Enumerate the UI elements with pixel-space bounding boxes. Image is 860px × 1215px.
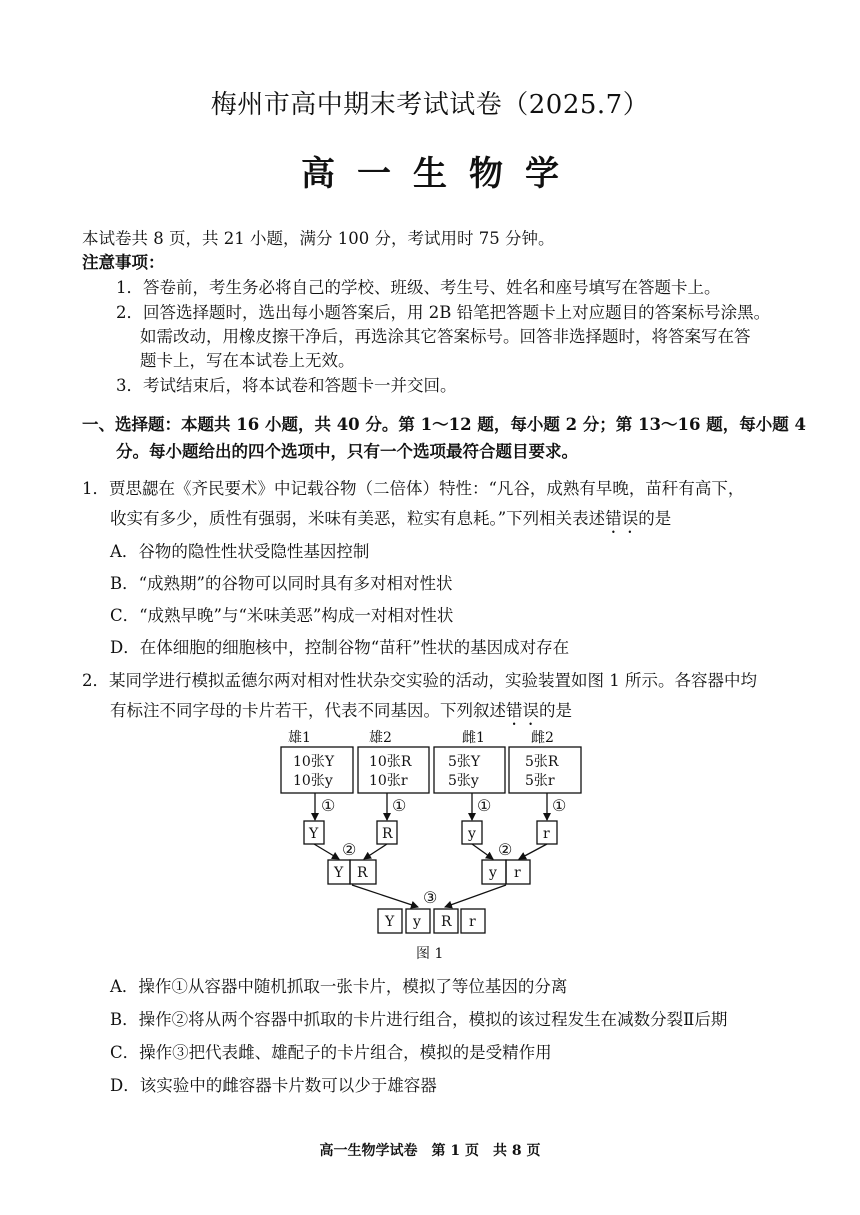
- card-letter-y-lower: y: [468, 826, 476, 842]
- note-item-2-end: 题卡上，写在本试卷上无效。: [140, 351, 355, 370]
- page-footer: 高一生物学试卷 第 1 页 共 8 页: [319, 1143, 541, 1159]
- step-marker-2b: ②: [498, 840, 513, 859]
- question-1-option-b: B．“成熟期”的谷物可以同时具有多对相对性状: [110, 574, 453, 593]
- container-label-female-2: 雌2: [531, 730, 554, 746]
- card-letter-r-upper: R: [382, 826, 393, 842]
- container-label-female-1: 雌1: [462, 730, 485, 746]
- notes-heading: 注意事项：: [82, 253, 165, 272]
- arrow-step2-b: [364, 844, 387, 859]
- final-letter-1: Y: [385, 914, 395, 930]
- step-marker-2a: ②: [342, 840, 357, 859]
- final-letter-3: R: [441, 914, 452, 930]
- card-letter-y-upper: Y: [309, 826, 319, 842]
- container-content-f1-1: 5张Y: [448, 754, 481, 770]
- container-content-f1-2: 5张y: [448, 773, 479, 789]
- arrow-step3-b: [445, 885, 506, 907]
- question-2-stem: 2．某同学进行模拟孟德尔两对相对性状杂交实验的活动，实验装置如图 1 所示。各容器中均: [82, 671, 757, 690]
- emphasis-wrong: 错误: [605, 509, 639, 528]
- section-1-heading-cont: 分。每小题给出的四个选项中，只有一个选项最符合题目要求。: [116, 442, 578, 461]
- figure-caption: 图 1: [416, 946, 444, 962]
- exam-title: 梅州市高中期末考试试卷（2025.7）: [210, 90, 650, 120]
- section-1-heading: 一、选择题：本题共 16 小题，共 40 分。第 1～12 题，每小题 2 分；第 13～16 题，每小题 4: [82, 415, 806, 434]
- question-1-option-c: C．“成熟早晚”与“米味美恶”构成一对相对性状: [110, 606, 454, 625]
- question-2-option-c: C．操作③把代表雌、雄配子的卡片组合，模拟的是受精作用: [110, 1043, 552, 1062]
- exam-intro: 本试卷共 8 页，共 21 小题，满分 100 分，考试用时 75 分钟。: [82, 229, 555, 248]
- container-label-male-1: 雄1: [288, 730, 311, 746]
- arrow-step2-a: [314, 844, 339, 859]
- pair-right-letter-1: y: [489, 865, 497, 881]
- container-label-male-2: 雄2: [369, 730, 392, 746]
- step-marker-1c: ①: [477, 796, 492, 815]
- final-letter-4: r: [469, 914, 476, 930]
- note-item-2: 2．回答选择题时，选出每小题答案后，用 2B 铅笔把答题卡上对应题目的答案标号涂黑。: [116, 303, 771, 322]
- container-content-m1-1: 10张Y: [293, 754, 335, 770]
- pair-right-letter-2: r: [514, 865, 521, 881]
- question-2-option-a: A．操作①从容器中随机抓取一张卡片，模拟了等位基因的分离: [110, 977, 568, 996]
- step-marker-1a: ①: [321, 796, 336, 815]
- question-1-stem: 1．贾思勰在《齐民要术》中记载谷物（二倍体）特性：“凡谷，成熟有早晚，苗秆有高下，: [82, 479, 745, 498]
- question-2-option-b: B．操作②将从两个容器中抓取的卡片进行组合，模拟的该过程发生在减数分裂Ⅱ后期: [110, 1010, 728, 1029]
- container-content-m2-1: 10张R: [369, 754, 412, 770]
- arrow-step2-c: [472, 844, 493, 859]
- final-letter-2: y: [413, 914, 421, 930]
- container-content-m2-2: 10张r: [369, 773, 408, 789]
- question-1-option-a: A．谷物的隐性性状受隐性基因控制: [110, 542, 370, 561]
- question-1-option-d: D．在体细胞的细胞核中，控制谷物“苗秆”性状的基因成对存在: [110, 638, 570, 657]
- container-content-f2-2: 5张r: [525, 773, 555, 789]
- card-letter-r-lower: r: [543, 826, 550, 842]
- note-item-2-cont: 如需改动，用橡皮擦干净后，再选涂其它答案标号。回答非选择题时，将答案写在答: [140, 327, 751, 346]
- container-content-m1-2: 10张y: [293, 773, 333, 789]
- container-content-f2-1: 5张R: [525, 754, 559, 770]
- step-marker-3: ③: [423, 888, 438, 907]
- arrow-step2-d: [519, 844, 547, 859]
- subject-title: 高一生物学: [301, 154, 581, 194]
- question-1-stem-cont: 收实有多少，质性有强弱，米味有美恶，粒实有息耗。”下列相关表述错误的是: [110, 509, 672, 528]
- note-item-3: 3．考试结束后，将本试卷和答题卡一并交回。: [116, 376, 457, 395]
- note-item-1: 1．答卷前，考生务必将自己的学校、班级、考生号、姓名和座号填写在答题卡上。: [116, 278, 721, 297]
- pair-left-letter-2: R: [357, 865, 368, 881]
- pair-left-letter-1: Y: [334, 865, 344, 881]
- emphasis-wrong: 错误: [506, 701, 539, 720]
- question-2-stem-cont: 有标注不同字母的卡片若干，代表不同基因。下列叙述错误的是: [110, 701, 572, 720]
- step-marker-1b: ①: [392, 796, 407, 815]
- question-2-option-d: D．该实验中的雌容器卡片数可以少于雄容器: [110, 1076, 437, 1095]
- arrow-step3-a: [352, 885, 418, 907]
- step-marker-1d: ①: [552, 796, 567, 815]
